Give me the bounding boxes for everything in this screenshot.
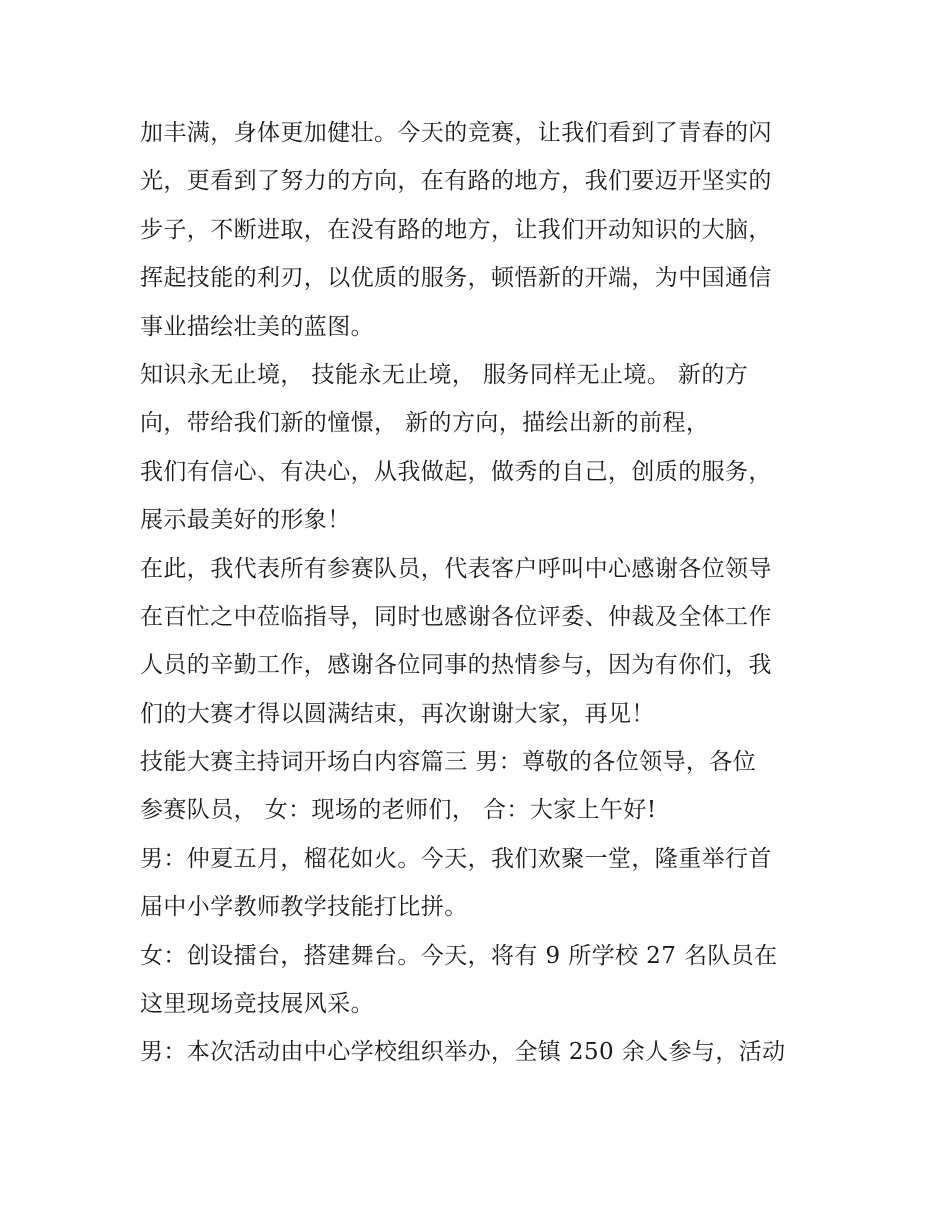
text-line: 们的大赛才得以圆满结束，再次谢谢大家，再见！ — [140, 700, 655, 727]
document-body — [140, 109, 820, 1077]
text-line: 事业描绘壮美的蓝图。 — [140, 313, 374, 340]
text-line: 加丰满，身体更加健壮。今天的竞赛，让我们看到了青春的闪 — [140, 120, 772, 146]
text-line: 展示最美好的形象！ — [140, 507, 351, 534]
text-line: 在此，我代表所有参赛队员，代表客户呼叫中心感谢各位领导 — [140, 555, 772, 582]
text-line: 技能大赛主持词开场白内容篇三 男：尊敬的各位领导，各位 — [140, 749, 757, 776]
text-line: 知识永无止境， 技能永无止境， 服务同样无止境。 新的方 — [140, 361, 749, 388]
text-line: 这里现场竞技展风采。 — [140, 991, 374, 1018]
text-line: 女：创设擂台，搭建舞台。今天，将有 9 所学校 27 名队员在 — [140, 942, 778, 969]
text-line: 人员的辛勤工作，感谢各位同事的热情参与，因为有你们，我 — [140, 652, 772, 679]
text-line: 步子，不断进取，在没有路的地方，让我们开动知识的大脑， — [140, 216, 772, 243]
text-line: 参赛队员， 女：现场的老师们， 合：大家上午好! — [140, 797, 657, 824]
text-line: 男：本次活动由中心学校组织举办，全镇 250 余人参与，活动 — [140, 1039, 786, 1066]
text-line: 届中小学教师教学技能打比拼。 — [140, 894, 468, 921]
text-line: 男：仲夏五月，榴花如火。今天，我们欢聚一堂，隆重举行首 — [140, 845, 772, 872]
text-line: 光，更看到了努力的方向，在有路的地方，我们要迈开坚实的 — [140, 168, 772, 195]
text-line: 向，带给我们新的憧憬， 新的方向，描绘出新的前程， — [140, 410, 710, 437]
text-line: 挥起技能的利刃，以优质的服务，顿悟新的开端，为中国通信 — [140, 265, 772, 292]
text-line: 我们有信心、有决心，从我做起，做秀的自己，创质的服务， — [140, 458, 772, 485]
text-line: 在百忙之中莅临指导，同时也感谢各位评委、仲裁及全体工作 — [140, 603, 772, 630]
